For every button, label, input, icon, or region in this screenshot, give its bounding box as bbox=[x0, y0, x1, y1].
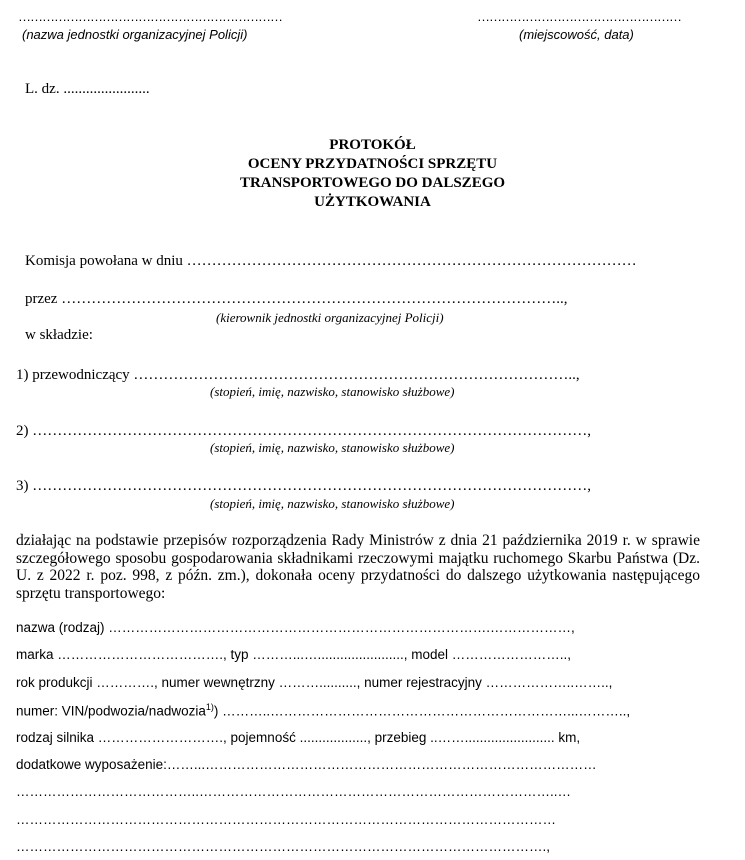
title-line: TRANSPORTOWEGO DO DALSZEGO bbox=[239, 175, 506, 191]
appointed-date-field[interactable]: Komisja powołana w dniu ……………………………………………………………………………… bbox=[25, 253, 637, 269]
title-line: PROTOKÓŁ bbox=[329, 137, 416, 153]
composition-label: w składzie: bbox=[25, 327, 93, 343]
vin-field[interactable] bbox=[16, 702, 630, 719]
member-2-field[interactable]: 2) …………………………………………………………………………………………………, bbox=[16, 423, 591, 439]
vin-label: numer: VIN/podwozia/nadwozia bbox=[16, 703, 206, 719]
chairman-field[interactable]: 1) przewodniczący …………………………………………………………………………….., bbox=[16, 367, 580, 383]
unit-name-dots[interactable]: ………………………………………………………… bbox=[18, 9, 282, 24]
footnote-marker: 1) bbox=[205, 702, 214, 712]
brand-type-model-field[interactable]: marka ………………………………., typ ………...…......................., model …………………….., bbox=[16, 647, 572, 662]
member-3-field[interactable]: 3) …………………………………………………………………………………………………, bbox=[16, 478, 591, 494]
vin-dots[interactable]: ) ………..…………………………………………………………...……….., bbox=[213, 703, 631, 719]
appointed-by-caption: (kierownik jednostki organizacyjnej Policji) bbox=[216, 310, 444, 325]
blank-line[interactable]: …………………………………..……………………………………………………………………..… bbox=[16, 784, 572, 799]
blank-line[interactable]: ………………………………………………………………………………………………………… bbox=[16, 812, 556, 827]
member-caption: (stopień, imię, nazwisko, stanowisko służbowe) bbox=[210, 440, 455, 455]
engine-capacity-mileage-field[interactable]: rodzaj silnika ………………………., pojemność .................., przebieg ..……........................ km, bbox=[16, 730, 581, 745]
place-date-caption: (miejscowość, data) bbox=[519, 27, 634, 42]
legal-basis-paragraph: działając na podstawie przepisów rozporządzenia Rady Ministrów z dnia 21 października 2019 r. w sprawie szczegółowego sposobu gospodarowania składnikami rzeczowymi majątku ruchomego Skarbu Państwa (Dz. U. z 2022 r. poz. 998, z późn. zm.), dokonała oceny przydatności do dalszego użytkowania następującego sprzętu transportowego: bbox=[16, 532, 700, 602]
blank-line[interactable]: ………………………………………………………………………………………………………., bbox=[16, 839, 551, 854]
appointed-by-field[interactable]: przez ……………………………………………………………………………………….., bbox=[25, 291, 568, 307]
reference-number[interactable]: L. dz. ....................... bbox=[25, 81, 150, 97]
place-date-dots[interactable]: …………………………………………… bbox=[477, 9, 681, 24]
member-caption: (stopień, imię, nazwisko, stanowisko służbowe) bbox=[210, 496, 455, 511]
vehicle-name-field[interactable]: nazwa (rodzaj) ………………………………………………………………………….………………, bbox=[16, 620, 575, 635]
additional-equipment-field[interactable]: dodatkowe wyposażenie:……...…………………………………………………………………………… bbox=[16, 757, 597, 772]
unit-name-caption: (nazwa jednostki organizacyjnej Policji) bbox=[22, 27, 248, 42]
document-title bbox=[0, 136, 745, 212]
title-line: OCENY PRZYDATNOŚCI SPRZĘTU bbox=[247, 156, 498, 172]
production-registration-field[interactable]: rok produkcji …………., numer wewnętrzny ……….........., numer rejestracyjny ………………..…….., bbox=[16, 675, 613, 690]
title-line: UŻYTKOWANIA bbox=[314, 194, 431, 210]
member-caption: (stopień, imię, nazwisko, stanowisko służbowe) bbox=[210, 384, 455, 399]
